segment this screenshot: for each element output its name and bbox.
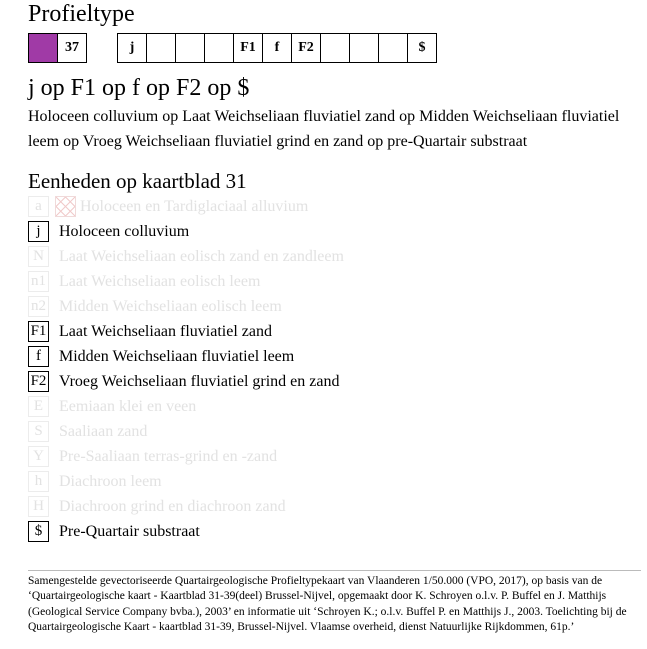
legend-label: Diachroon leem (59, 472, 162, 490)
units-legend (28, 194, 344, 544)
legend-code: $ (28, 521, 49, 542)
legend-code: j (28, 221, 49, 242)
profile-title: Profieltype (28, 1, 135, 27)
legend-item-H (28, 494, 344, 519)
legend-code: N (28, 246, 49, 267)
profile-formula: j op F1 op f op F2 op $ (28, 75, 250, 101)
profile-layer-strip (117, 33, 437, 63)
legend-code: f (28, 346, 49, 367)
layer-cell: f (262, 33, 292, 63)
hatch-pattern-icon (55, 196, 76, 217)
units-heading: Eenheden op kaartblad 31 (28, 169, 247, 193)
layer-cell: $ (407, 33, 437, 63)
legend-label: Midden Weichseliaan fluviatiel leem (59, 347, 295, 365)
layer-cell (378, 33, 408, 63)
profile-color-swatch (28, 33, 58, 63)
legend-label: Pre-Quartair substraat (59, 522, 200, 540)
legend-code: Y (28, 446, 49, 467)
legend-label: Midden Weichseliaan eolisch leem (59, 297, 282, 315)
legend-code: n2 (28, 296, 49, 317)
legend-code: H (28, 496, 49, 517)
legend-label: Vroeg Weichseliaan fluviatiel grind en zand (59, 372, 340, 390)
legend-code: F1 (28, 321, 49, 342)
legend-item-substrate (28, 519, 344, 544)
legend-label: Laat Weichseliaan eolisch leem (59, 272, 261, 290)
layer-cell: F2 (291, 33, 321, 63)
legend-item-h (28, 469, 344, 494)
legend-label: Eemiaan klei en veen (59, 397, 197, 415)
legend-item-F2 (28, 369, 344, 394)
legend-item-a (28, 194, 344, 219)
layer-cell (204, 33, 234, 63)
legend-label: Laat Weichseliaan eolisch zand en zandleem (59, 247, 344, 265)
legend-item-F1 (28, 319, 344, 344)
layer-cell (320, 33, 350, 63)
legend-item-E (28, 394, 344, 419)
profile-code-strip (28, 33, 87, 63)
profile-code: 37 (57, 33, 87, 63)
legend-code: h (28, 471, 49, 492)
legend-item-Y (28, 444, 344, 469)
legend-code: F2 (28, 371, 49, 392)
legend-label: Saaliaan zand (59, 422, 148, 440)
layer-cell: j (117, 33, 147, 63)
layer-cell (349, 33, 379, 63)
legend-item-n1 (28, 269, 344, 294)
legend-label: Diachroon grind en diachroon zand (59, 497, 286, 515)
legend-code: a (28, 196, 49, 217)
layer-cell (146, 33, 176, 63)
legend-label: Pre-Saaliaan terras-grind en -zand (59, 447, 278, 465)
footer-divider (28, 570, 641, 571)
legend-code: n1 (28, 271, 49, 292)
legend-label: Laat Weichseliaan fluviatiel zand (59, 322, 272, 340)
legend-code: S (28, 421, 49, 442)
layer-cell: F1 (233, 33, 263, 63)
profile-description: Holoceen colluvium op Laat Weichseliaan fluviatiel zand op Midden Weichseliaan fluviatiel leem op Vroeg Weichseliaan fluviatiel grind en zand op pre-Quartair substraat (28, 108, 620, 150)
legend-item-n2 (28, 294, 344, 319)
legend-code: E (28, 396, 49, 417)
legend-item-f (28, 344, 344, 369)
legend-label: Holoceen en Tardiglaciaal alluvium (80, 197, 309, 215)
legend-item-N (28, 244, 344, 269)
legend-item-j (28, 219, 344, 244)
source-citation: Samengestelde gevectoriseerde Quartairgeologische Profieltypekaart van Vlaanderen 1/50.000 (VPO, 2017), op basis van de ‘Quartairgeologische kaart - Kaartblad 31-39(deel) Brussel-Nijvel, opgemaakt door K. Schroyen o.l.v. P. Buffel en J. Matthijs (Geological Service Company bvba.), 2003’ en informatie uit ‘Schroyen K.; o.l.v. Buffel P. en Matthijs J., 2003. Toelichting bij de Quartairgeologische Kaart - kaartblad 31-39, Brussel-Nijvel. Vlaamse overheid, dienst Natuurlijke Rijkdommen, 61p.’ (28, 575, 627, 633)
legend-label: Holoceen colluvium (59, 222, 190, 240)
legend-item-S (28, 419, 344, 444)
layer-cell (175, 33, 205, 63)
